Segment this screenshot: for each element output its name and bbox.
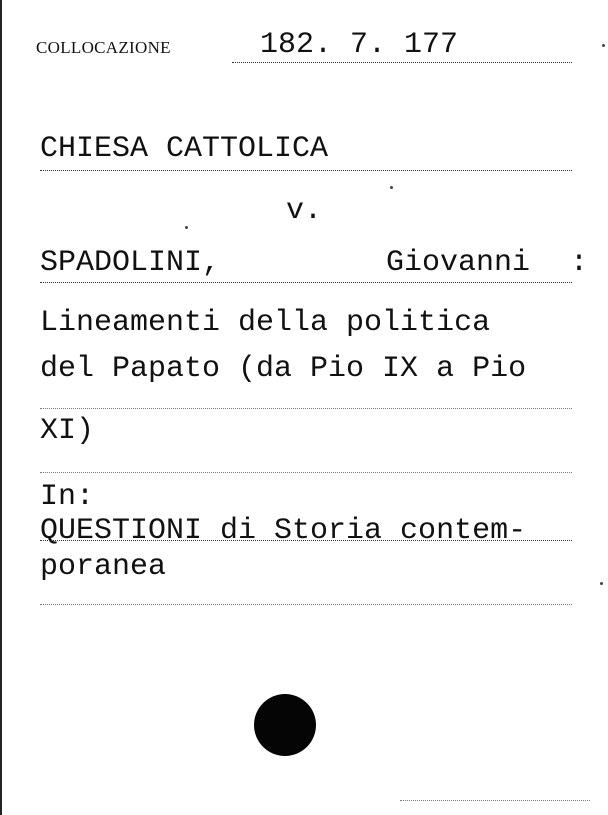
collocazione-label: COLLOCAZIONE <box>36 38 171 57</box>
source-dotted-line-1 <box>40 540 572 541</box>
card-left-edge <box>0 0 2 815</box>
in-label: In: <box>40 480 95 514</box>
source-line-2: poranea <box>40 550 167 584</box>
scan-speck <box>390 186 393 189</box>
source-line-1: QUESTIONI di Storia contem- <box>40 514 527 548</box>
author-punctuation: : <box>570 246 589 280</box>
collocazione-value: 182. 7. 177 <box>260 28 459 62</box>
scan-speck <box>602 44 605 47</box>
source-dotted-line-2 <box>40 604 572 605</box>
author-surname: SPADOLINI, <box>40 246 221 280</box>
title-dotted-line-2 <box>40 408 572 409</box>
title-dotted-line-3 <box>40 472 572 473</box>
subject-dotted-line <box>40 170 572 171</box>
versus-label: v. <box>286 194 323 228</box>
author-dotted-line <box>40 282 572 283</box>
subject-heading: CHIESA CATTOLICA <box>40 132 329 166</box>
collocazione-dotted-line <box>232 62 572 63</box>
scan-speck <box>185 226 188 229</box>
title-line-2: del Papato (da Pio IX a Pio <box>40 352 527 386</box>
author-given-name: Giovanni <box>386 246 531 280</box>
punch-hole <box>254 694 316 756</box>
title-line-1: Lineamenti della politica <box>40 306 491 340</box>
bottom-dotted-line <box>400 800 590 801</box>
scan-speck <box>600 582 603 585</box>
title-line-3: XI) <box>40 414 95 448</box>
